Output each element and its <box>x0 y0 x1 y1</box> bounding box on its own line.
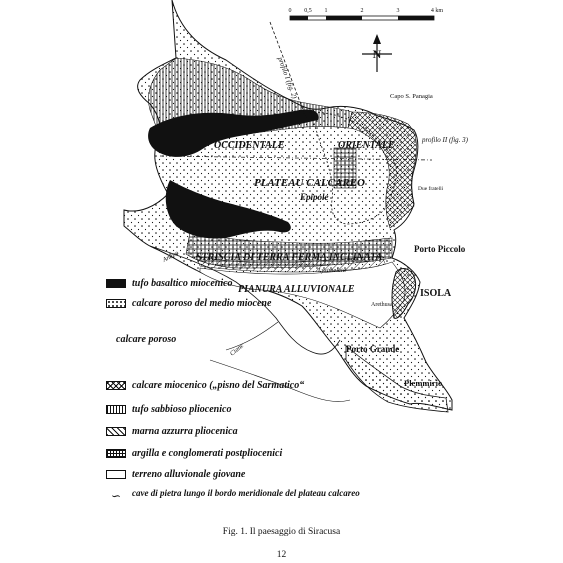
profile-2-label: profilo II (fig. 3) <box>422 136 469 144</box>
isola-label: ISOLA <box>420 288 452 299</box>
due-fratelli-label: Due fratelli <box>418 186 444 192</box>
scale-tick-label: 1 <box>324 8 328 14</box>
north-arrow-icon <box>362 34 392 72</box>
porto-piccolo-label: Porto Piccolo <box>414 244 466 254</box>
orientale-label: ORIENTALE <box>338 140 395 151</box>
striscia-label: STRISCIA DI TERRA FERMA INCLINATA <box>196 252 383 263</box>
plateau-label: PLATEAU CALCAREO <box>254 177 365 189</box>
scale-tick-label: 2 <box>360 8 364 14</box>
legend-item <box>106 448 282 459</box>
legend-label: marna azzurra pliocenica <box>132 426 238 437</box>
legend-swatch <box>106 405 126 414</box>
legend-item <box>106 404 231 415</box>
scale-bar <box>289 8 444 20</box>
legend-label: cave di pietra lungo il bordo meridionale del plateau calcareo <box>132 488 360 498</box>
legend-label: tufo basaltico miocenico <box>132 278 233 289</box>
legend-item <box>106 278 233 289</box>
legend-item <box>106 380 304 391</box>
ciane-label: Ciane <box>228 342 246 358</box>
lysimeleia-label: Lysimeleia <box>318 267 346 274</box>
legend-label: argilla e conglomerati postpliocenici <box>132 448 283 459</box>
anapo-label: Anapo <box>161 249 180 264</box>
legend-swatch <box>106 449 126 458</box>
ciane-river <box>226 322 278 350</box>
legend-label: terreno alluvionale giovane <box>132 469 246 480</box>
legend-swatch <box>106 279 126 288</box>
legend-swatch <box>106 470 126 479</box>
legend-label: tufo sabbioso pliocenico <box>132 404 232 415</box>
legend-item <box>106 426 238 437</box>
occidentale-label: OCCIDENTALE <box>214 140 285 151</box>
plemmirio-label: Plemmirio <box>404 378 443 388</box>
figure-caption: Fig. 1. Il paesaggio di Siracusa <box>222 527 341 537</box>
pianura-label: PIANURA ALLUVIONALE <box>238 284 355 295</box>
page-number: 12 <box>276 550 287 560</box>
scale-tick-label: 4 km <box>430 8 444 14</box>
scale-tick-label: 3 <box>396 8 400 14</box>
north-label: N <box>372 47 382 61</box>
capo-label: Capo S. Panagia <box>390 93 433 100</box>
porto-grande-label: Porto Grande <box>346 344 400 354</box>
calcare-poroso-label: calcare poroso <box>116 334 177 345</box>
legend-item <box>106 298 271 309</box>
scale-tick-label: 0,5 <box>304 8 312 14</box>
arethusa-label: Arethusa <box>371 302 393 308</box>
legend-label: calcare miocenico („pisno del Sarmatico“ <box>132 380 305 391</box>
legend-item <box>106 469 245 480</box>
legend-swatch <box>106 299 126 308</box>
legend-swatch <box>106 427 126 436</box>
profile-1-label: profilo I (fig. 2) <box>276 55 299 100</box>
legend-swatch <box>106 381 126 390</box>
epipole-label: Epipole <box>300 192 329 202</box>
legend-label: calcare poroso del medio miocene <box>132 298 272 309</box>
cave-icon: ∽ <box>110 488 122 503</box>
scale-tick-label: 0 <box>288 8 292 14</box>
legend-item <box>106 488 360 503</box>
